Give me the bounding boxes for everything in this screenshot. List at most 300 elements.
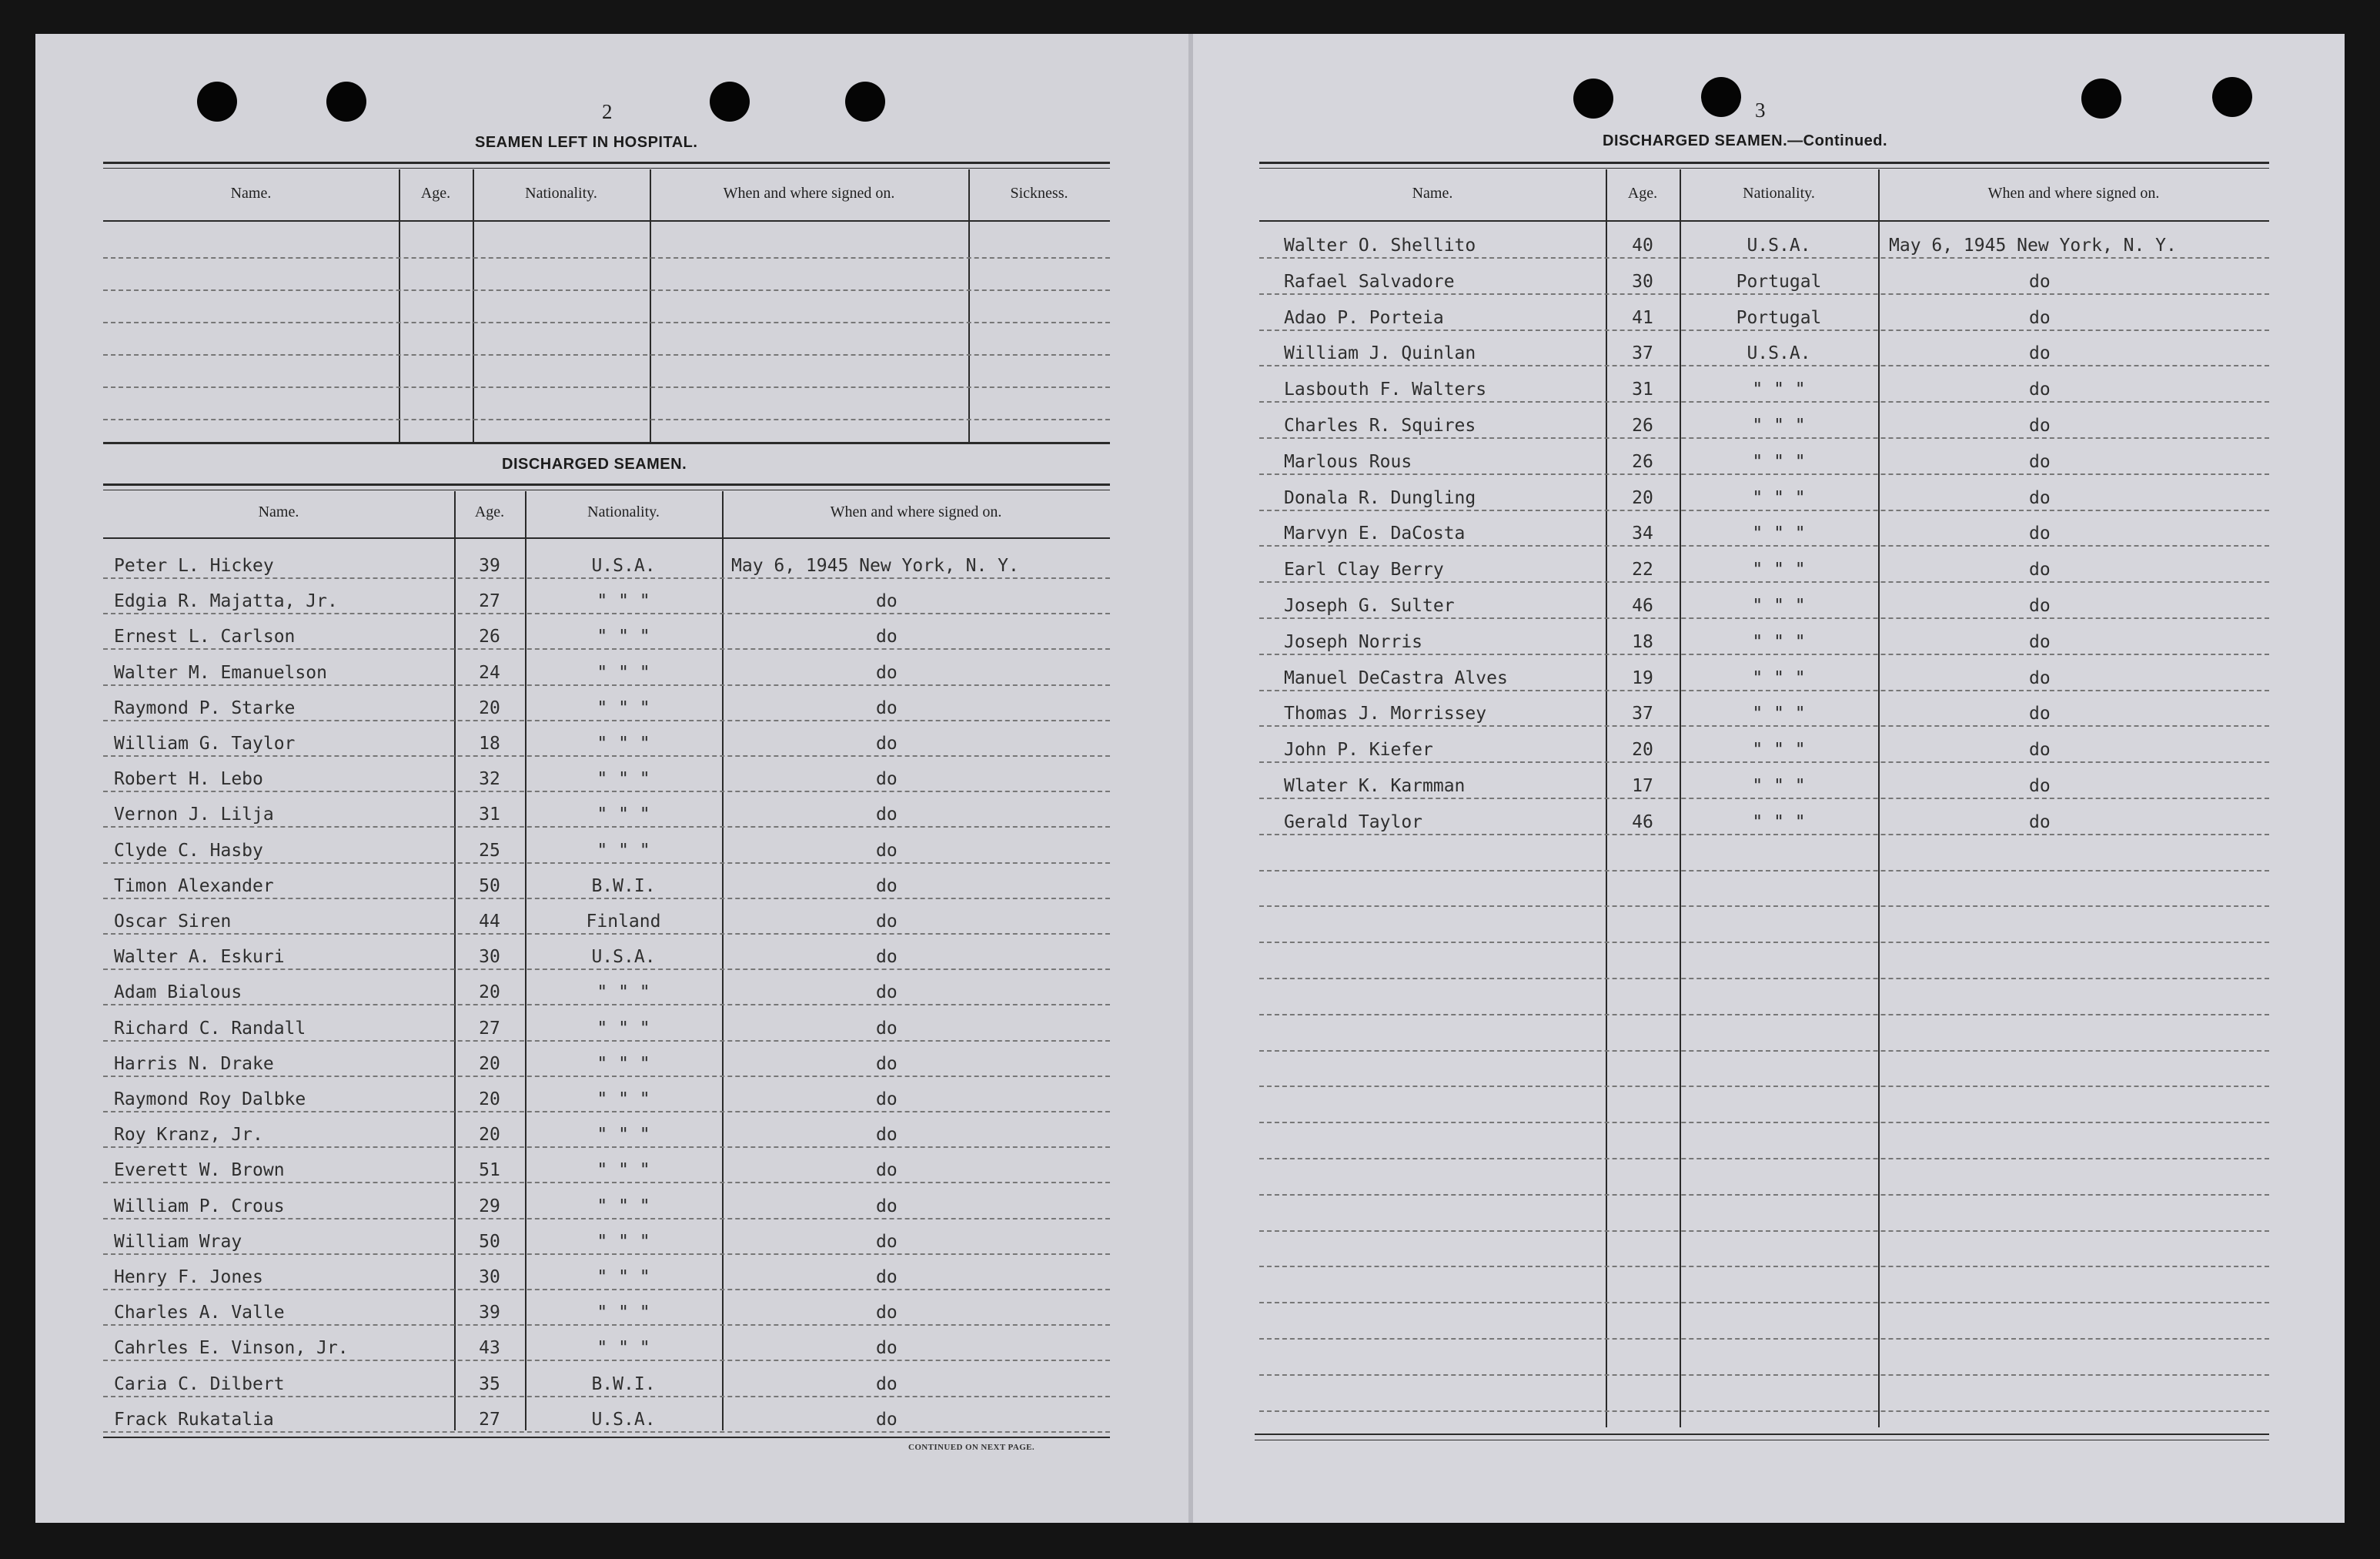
row-dotted-line xyxy=(103,1040,1110,1042)
page-number: 3 xyxy=(1755,99,1766,122)
seaman-signed-on: do xyxy=(2029,416,2051,436)
row-dotted-line xyxy=(1259,257,2269,259)
seaman-nationality: Finland xyxy=(586,912,661,932)
seaman-age: 20 xyxy=(479,1053,500,1074)
blank-row-line xyxy=(103,257,1110,259)
seaman-age: 19 xyxy=(1632,667,1653,688)
row-dotted-line xyxy=(1259,1266,2269,1267)
seaman-name: Walter O. Shellito xyxy=(1284,236,1476,256)
table-row xyxy=(1259,452,2269,475)
seaman-signed-on: do xyxy=(876,591,898,612)
hospital-col-name: Name. xyxy=(230,185,272,202)
table-row xyxy=(103,982,1110,1005)
row-dotted-line xyxy=(1259,761,2269,763)
row-dotted-line xyxy=(103,1324,1110,1326)
row-dotted-line xyxy=(1259,545,2269,547)
row-dotted-line xyxy=(103,1182,1110,1183)
discharged-section-title: DISCHARGED SEAMEN. xyxy=(502,456,687,473)
seaman-signed-on: do xyxy=(876,1018,898,1039)
table-row xyxy=(1259,343,2269,366)
seaman-name: Henry F. Jones xyxy=(114,1267,263,1287)
row-dotted-line xyxy=(103,755,1110,757)
hospital-col-divider xyxy=(650,169,651,442)
seaman-signed-on: May 6, 1945 New York, N. Y. xyxy=(731,556,1019,576)
right-col-name: Name. xyxy=(1412,185,1453,202)
seaman-signed-on: do xyxy=(876,627,898,647)
table-row xyxy=(103,876,1110,899)
discharged-continued-title: DISCHARGED SEAMEN.—Continued. xyxy=(1603,132,1888,149)
table-row xyxy=(103,1267,1110,1290)
table-row xyxy=(103,1303,1110,1326)
table-row xyxy=(1259,632,2269,655)
seaman-name: Manuel DeCastra Alves xyxy=(1284,667,1508,688)
row-dotted-line xyxy=(1259,978,2269,979)
row-dotted-line xyxy=(103,933,1110,935)
seaman-signed-on: do xyxy=(876,769,898,790)
punch-hole xyxy=(1573,79,1613,119)
seaman-age: 18 xyxy=(479,734,500,754)
row-dotted-line xyxy=(103,684,1110,686)
seaman-nationality: " " " xyxy=(1752,631,1806,652)
seaman-signed-on: do xyxy=(876,1338,898,1359)
seaman-age: 46 xyxy=(1632,811,1653,832)
table-row xyxy=(103,734,1110,757)
seaman-signed-on: do xyxy=(2029,343,2051,364)
discharged-col-nationality: Nationality. xyxy=(587,503,660,520)
row-dotted-line xyxy=(103,1431,1110,1433)
seaman-name: Raymond Roy Dalbke xyxy=(114,1089,306,1109)
hospital-col-signed-on: When and where signed on. xyxy=(723,185,895,202)
table-row xyxy=(1259,812,2269,835)
seaman-age: 18 xyxy=(1632,631,1653,652)
seaman-nationality: " " " xyxy=(1752,380,1806,400)
table-row xyxy=(103,698,1110,721)
row-dotted-line xyxy=(1259,1050,2269,1052)
seaman-age: 43 xyxy=(479,1338,500,1359)
hospital-col-nationality: Nationality. xyxy=(525,185,597,202)
seaman-name: Robert H. Lebo xyxy=(114,769,263,790)
seaman-age: 31 xyxy=(1632,380,1653,400)
seaman-nationality: " " " xyxy=(1752,704,1806,724)
seaman-nationality: " " " xyxy=(1752,596,1806,616)
row-dotted-line xyxy=(103,862,1110,864)
table-row xyxy=(1259,380,2269,403)
table-row xyxy=(103,841,1110,864)
discharged-col-name: Name. xyxy=(258,503,299,520)
row-dotted-line xyxy=(1259,401,2269,403)
discharged-bottom-rule xyxy=(103,1437,1110,1438)
seaman-age: 39 xyxy=(479,556,500,576)
seaman-nationality: " " " xyxy=(597,1018,650,1039)
seaman-name: Harris N. Drake xyxy=(114,1053,274,1074)
seaman-signed-on: do xyxy=(876,1125,898,1146)
blank-row xyxy=(1259,1244,2269,1267)
table-row xyxy=(103,1019,1110,1042)
row-dotted-line xyxy=(103,613,1110,614)
seaman-name: Marlous Rous xyxy=(1284,451,1412,472)
row-dotted-line xyxy=(1259,1374,2269,1376)
table-row xyxy=(103,1338,1110,1361)
row-dotted-line xyxy=(1259,870,2269,872)
right-header-rule xyxy=(1259,220,2269,222)
table-row xyxy=(103,1054,1110,1077)
seaman-nationality: " " " xyxy=(597,1196,650,1216)
right-top-rule xyxy=(1259,162,2269,164)
seaman-name: Oscar Siren xyxy=(114,912,232,932)
punch-hole xyxy=(845,82,885,122)
seaman-name: Wlater K. Karmman xyxy=(1284,776,1466,796)
seaman-age: 26 xyxy=(479,627,500,647)
table-row xyxy=(103,947,1110,970)
seaman-name: William J. Quinlan xyxy=(1284,343,1476,364)
seaman-name: Charles R. Squires xyxy=(1284,416,1476,436)
seaman-nationality: U.S.A. xyxy=(591,947,656,968)
seaman-name: Earl Clay Berry xyxy=(1284,560,1444,580)
blank-row-line xyxy=(103,289,1110,291)
blank-row xyxy=(1259,956,2269,979)
seaman-name: Everett W. Brown xyxy=(114,1160,285,1181)
seaman-nationality: " " " xyxy=(597,1231,650,1252)
seaman-signed-on: do xyxy=(876,734,898,754)
row-dotted-line xyxy=(1259,1338,2269,1340)
seaman-name: Richard C. Randall xyxy=(114,1018,306,1039)
seaman-signed-on: do xyxy=(876,1160,898,1181)
seaman-signed-on: do xyxy=(876,1373,898,1394)
seaman-age: 29 xyxy=(479,1196,500,1216)
seaman-age: 46 xyxy=(1632,596,1653,616)
table-row xyxy=(103,1410,1110,1433)
seaman-nationality: " " " xyxy=(1752,811,1806,832)
row-dotted-line xyxy=(1259,725,2269,727)
table-row xyxy=(103,663,1110,686)
seaman-nationality: Portugal xyxy=(1736,271,1822,292)
seaman-age: 20 xyxy=(479,1089,500,1109)
seaman-age: 50 xyxy=(479,875,500,896)
seaman-age: 32 xyxy=(479,769,500,790)
seaman-signed-on: do xyxy=(2029,811,2051,832)
table-row xyxy=(103,1374,1110,1397)
seaman-age: 41 xyxy=(1632,307,1653,328)
row-dotted-line xyxy=(103,1253,1110,1255)
table-row xyxy=(103,627,1110,650)
hospital-top-rule xyxy=(103,162,1110,164)
seaman-age: 20 xyxy=(479,982,500,1003)
seaman-signed-on: do xyxy=(2029,307,2051,328)
row-dotted-line xyxy=(1259,293,2269,295)
seaman-name: Lasbouth F. Walters xyxy=(1284,380,1487,400)
seaman-signed-on: do xyxy=(876,840,898,861)
seaman-signed-on: do xyxy=(876,1231,898,1252)
blank-row-line xyxy=(103,322,1110,323)
seaman-nationality: U.S.A. xyxy=(1747,343,1811,364)
seaman-nationality: U.S.A. xyxy=(591,1409,656,1430)
seaman-age: 40 xyxy=(1632,236,1653,256)
seaman-signed-on: do xyxy=(2029,776,2051,796)
table-row xyxy=(103,912,1110,935)
table-row xyxy=(103,1232,1110,1255)
row-dotted-line xyxy=(103,1076,1110,1077)
blank-row xyxy=(1259,1136,2269,1159)
blank-row xyxy=(1259,1029,2269,1052)
row-dotted-line xyxy=(103,720,1110,721)
row-dotted-line xyxy=(1259,1158,2269,1159)
table-row xyxy=(103,1089,1110,1112)
right-top-rule-thin xyxy=(1259,168,2269,169)
discharged-top-rule xyxy=(103,483,1110,486)
seaman-name: Gerald Taylor xyxy=(1284,811,1423,832)
table-row xyxy=(103,805,1110,828)
seaman-age: 22 xyxy=(1632,560,1653,580)
seaman-name: Vernon J. Lilja xyxy=(114,805,274,825)
hospital-header-rule xyxy=(103,220,1110,222)
seaman-name: Timon Alexander xyxy=(114,875,274,896)
seaman-name: Roy Kranz, Jr. xyxy=(114,1125,263,1146)
seaman-nationality: " " " xyxy=(597,1338,650,1359)
hospital-col-age: Age. xyxy=(420,185,451,202)
blank-row-line xyxy=(103,354,1110,356)
seaman-name: Frack Rukatalia xyxy=(114,1409,274,1430)
seaman-signed-on: do xyxy=(876,947,898,968)
seaman-name: Clyde C. Hasby xyxy=(114,840,263,861)
seaman-nationality: " " " xyxy=(597,698,650,718)
blank-row xyxy=(1259,992,2269,1015)
seaman-signed-on: do xyxy=(876,1089,898,1109)
table-row xyxy=(103,769,1110,792)
seaman-nationality: " " " xyxy=(597,591,650,612)
seaman-age: 27 xyxy=(479,1409,500,1430)
seaman-age: 34 xyxy=(1632,524,1653,544)
seaman-signed-on: do xyxy=(876,982,898,1003)
seaman-nationality: " " " xyxy=(1752,740,1806,761)
row-dotted-line xyxy=(1259,473,2269,475)
discharged-col-age: Age. xyxy=(474,503,505,520)
right-col-nationality: Nationality. xyxy=(1743,185,1815,202)
blank-row xyxy=(1259,1280,2269,1303)
seaman-signed-on: do xyxy=(2029,596,2051,616)
punch-hole xyxy=(2081,79,2121,119)
seaman-name: Joseph Norris xyxy=(1284,631,1423,652)
seaman-age: 30 xyxy=(1632,271,1653,292)
discharged-col-signed-on: When and where signed on. xyxy=(830,503,1002,520)
blank-row xyxy=(1259,920,2269,943)
row-dotted-line xyxy=(1259,1086,2269,1087)
seaman-age: 25 xyxy=(479,840,500,861)
seaman-age: 20 xyxy=(479,1125,500,1146)
row-dotted-line xyxy=(1259,905,2269,907)
seaman-name: Rafael Salvadore xyxy=(1284,271,1455,292)
right-col-signed-on: When and where signed on. xyxy=(1987,185,2160,202)
seaman-nationality: " " " xyxy=(597,1267,650,1287)
table-row xyxy=(103,1160,1110,1183)
row-dotted-line xyxy=(1259,510,2269,511)
table-row xyxy=(1259,308,2269,331)
table-row xyxy=(103,556,1110,579)
seaman-age: 30 xyxy=(479,1267,500,1287)
seaman-nationality: B.W.I. xyxy=(591,875,656,896)
punch-hole xyxy=(2212,77,2252,117)
seaman-name: Thomas J. Morrissey xyxy=(1284,704,1487,724)
punch-hole xyxy=(1701,77,1741,117)
seaman-age: 20 xyxy=(1632,487,1653,508)
row-dotted-line xyxy=(1259,1122,2269,1123)
hospital-section-title: SEAMEN LEFT IN HOSPITAL. xyxy=(475,134,698,151)
table-row xyxy=(103,1196,1110,1219)
punch-hole xyxy=(710,82,750,122)
seaman-nationality: " " " xyxy=(597,1089,650,1109)
seaman-nationality: " " " xyxy=(597,840,650,861)
row-dotted-line xyxy=(1259,942,2269,943)
seaman-nationality: " " " xyxy=(1752,560,1806,580)
seaman-age: 20 xyxy=(479,698,500,718)
seaman-age: 31 xyxy=(479,805,500,825)
hospital-col-divider xyxy=(473,169,474,442)
seaman-name: Joseph G. Sulter xyxy=(1284,596,1455,616)
row-dotted-line xyxy=(1259,330,2269,331)
seaman-age: 26 xyxy=(1632,451,1653,472)
seaman-signed-on: May 6, 1945 New York, N. Y. xyxy=(1889,236,2177,256)
seaman-nationality: " " " xyxy=(1752,487,1806,508)
seaman-name: Adao P. Porteia xyxy=(1284,307,1444,328)
blank-row xyxy=(1259,1353,2269,1376)
seaman-signed-on: do xyxy=(876,662,898,683)
seaman-nationality: U.S.A. xyxy=(1747,236,1811,256)
hospital-col-divider xyxy=(968,169,970,442)
blank-row-line xyxy=(103,386,1110,388)
row-dotted-line xyxy=(103,1396,1110,1397)
seaman-age: 51 xyxy=(479,1160,500,1181)
seaman-nationality: " " " xyxy=(597,1053,650,1074)
seaman-signed-on: do xyxy=(876,1053,898,1074)
seaman-nationality: " " " xyxy=(597,1160,650,1181)
table-row xyxy=(1259,560,2269,583)
seaman-age: 24 xyxy=(479,662,500,683)
table-row xyxy=(103,1125,1110,1148)
row-dotted-line xyxy=(1259,798,2269,799)
seaman-name: Walter M. Emanuelson xyxy=(114,662,327,683)
seaman-age: 20 xyxy=(1632,740,1653,761)
blank-row xyxy=(1259,884,2269,907)
row-dotted-line xyxy=(1259,1014,2269,1015)
table-row xyxy=(1259,236,2269,259)
seaman-nationality: B.W.I. xyxy=(591,1373,656,1394)
row-dotted-line xyxy=(103,1360,1110,1361)
seaman-nationality: " " " xyxy=(1752,451,1806,472)
row-dotted-line xyxy=(103,577,1110,579)
blank-row xyxy=(1259,1316,2269,1340)
blank-row xyxy=(1259,1064,2269,1087)
seaman-nationality: " " " xyxy=(1752,776,1806,796)
table-row xyxy=(1259,416,2269,439)
seaman-nationality: " " " xyxy=(1752,524,1806,544)
blank-row xyxy=(1259,1173,2269,1196)
seaman-name: Edgia R. Majatta, Jr. xyxy=(114,591,338,612)
page-number: 2 xyxy=(602,100,613,123)
table-row xyxy=(103,591,1110,614)
row-dotted-line xyxy=(1259,690,2269,691)
seaman-name: Charles A. Valle xyxy=(114,1303,285,1323)
table-row xyxy=(1259,668,2269,691)
table-row xyxy=(1259,488,2269,511)
seaman-signed-on: do xyxy=(2029,704,2051,724)
seaman-signed-on: do xyxy=(876,1196,898,1216)
seaman-signed-on: do xyxy=(2029,667,2051,688)
row-dotted-line xyxy=(1259,581,2269,583)
seaman-nationality: " " " xyxy=(597,769,650,790)
seaman-name: William P. Crous xyxy=(114,1196,285,1216)
table-row xyxy=(1259,272,2269,295)
right-bottom-rule xyxy=(1255,1434,2269,1435)
row-dotted-line xyxy=(1259,365,2269,366)
seaman-nationality: " " " xyxy=(597,662,650,683)
table-row xyxy=(1259,776,2269,799)
seaman-nationality: " " " xyxy=(597,734,650,754)
seaman-signed-on: do xyxy=(876,875,898,896)
seaman-name: John P. Kiefer xyxy=(1284,740,1433,761)
seaman-age: 30 xyxy=(479,947,500,968)
seaman-signed-on: do xyxy=(2029,740,2051,761)
seaman-nationality: Portugal xyxy=(1736,307,1822,328)
hospital-bottom-rule xyxy=(103,442,1110,444)
row-dotted-line xyxy=(1259,834,2269,835)
blank-row xyxy=(1259,1209,2269,1232)
punch-hole xyxy=(197,82,237,122)
discharged-header-rule xyxy=(103,537,1110,539)
seaman-name: Raymond P. Starke xyxy=(114,698,296,718)
seaman-name: Ernest L. Carlson xyxy=(114,627,296,647)
seaman-signed-on: do xyxy=(876,698,898,718)
seaman-signed-on: do xyxy=(2029,271,2051,292)
seaman-age: 37 xyxy=(1632,704,1653,724)
row-dotted-line xyxy=(1259,437,2269,439)
row-dotted-line xyxy=(1259,1194,2269,1196)
hospital-col-divider xyxy=(399,169,400,442)
row-dotted-line xyxy=(1259,1230,2269,1232)
table-row xyxy=(1259,740,2269,763)
row-dotted-line xyxy=(103,1146,1110,1148)
row-dotted-line xyxy=(1259,617,2269,619)
seaman-signed-on: do xyxy=(876,912,898,932)
seaman-signed-on: do xyxy=(876,1409,898,1430)
page-fold xyxy=(1188,34,1193,1523)
seaman-nationality: " " " xyxy=(597,982,650,1003)
right-col-age: Age. xyxy=(1627,185,1658,202)
blank-row xyxy=(1259,848,2269,872)
seaman-signed-on: do xyxy=(2029,380,2051,400)
row-dotted-line xyxy=(103,969,1110,970)
row-dotted-line xyxy=(103,791,1110,792)
hospital-top-rule-thin xyxy=(103,168,1110,169)
seaman-signed-on: do xyxy=(2029,451,2051,472)
seaman-signed-on: do xyxy=(876,1267,898,1287)
blank-row-line xyxy=(103,419,1110,420)
row-dotted-line xyxy=(1259,654,2269,655)
continued-note: CONTINUED ON NEXT PAGE. xyxy=(908,1443,1035,1452)
seaman-age: 17 xyxy=(1632,776,1653,796)
seaman-age: 26 xyxy=(1632,416,1653,436)
seaman-nationality: " " " xyxy=(597,627,650,647)
row-dotted-line xyxy=(103,826,1110,828)
hospital-col-sickness: Sickness. xyxy=(1010,185,1068,202)
row-dotted-line xyxy=(1259,1302,2269,1303)
punch-hole xyxy=(326,82,366,122)
seaman-signed-on: do xyxy=(2029,631,2051,652)
seaman-name: Walter A. Eskuri xyxy=(114,947,285,968)
blank-row xyxy=(1259,1100,2269,1123)
row-dotted-line xyxy=(103,1218,1110,1219)
seaman-nationality: U.S.A. xyxy=(591,556,656,576)
seaman-signed-on: do xyxy=(2029,487,2051,508)
seaman-name: Peter L. Hickey xyxy=(114,556,274,576)
